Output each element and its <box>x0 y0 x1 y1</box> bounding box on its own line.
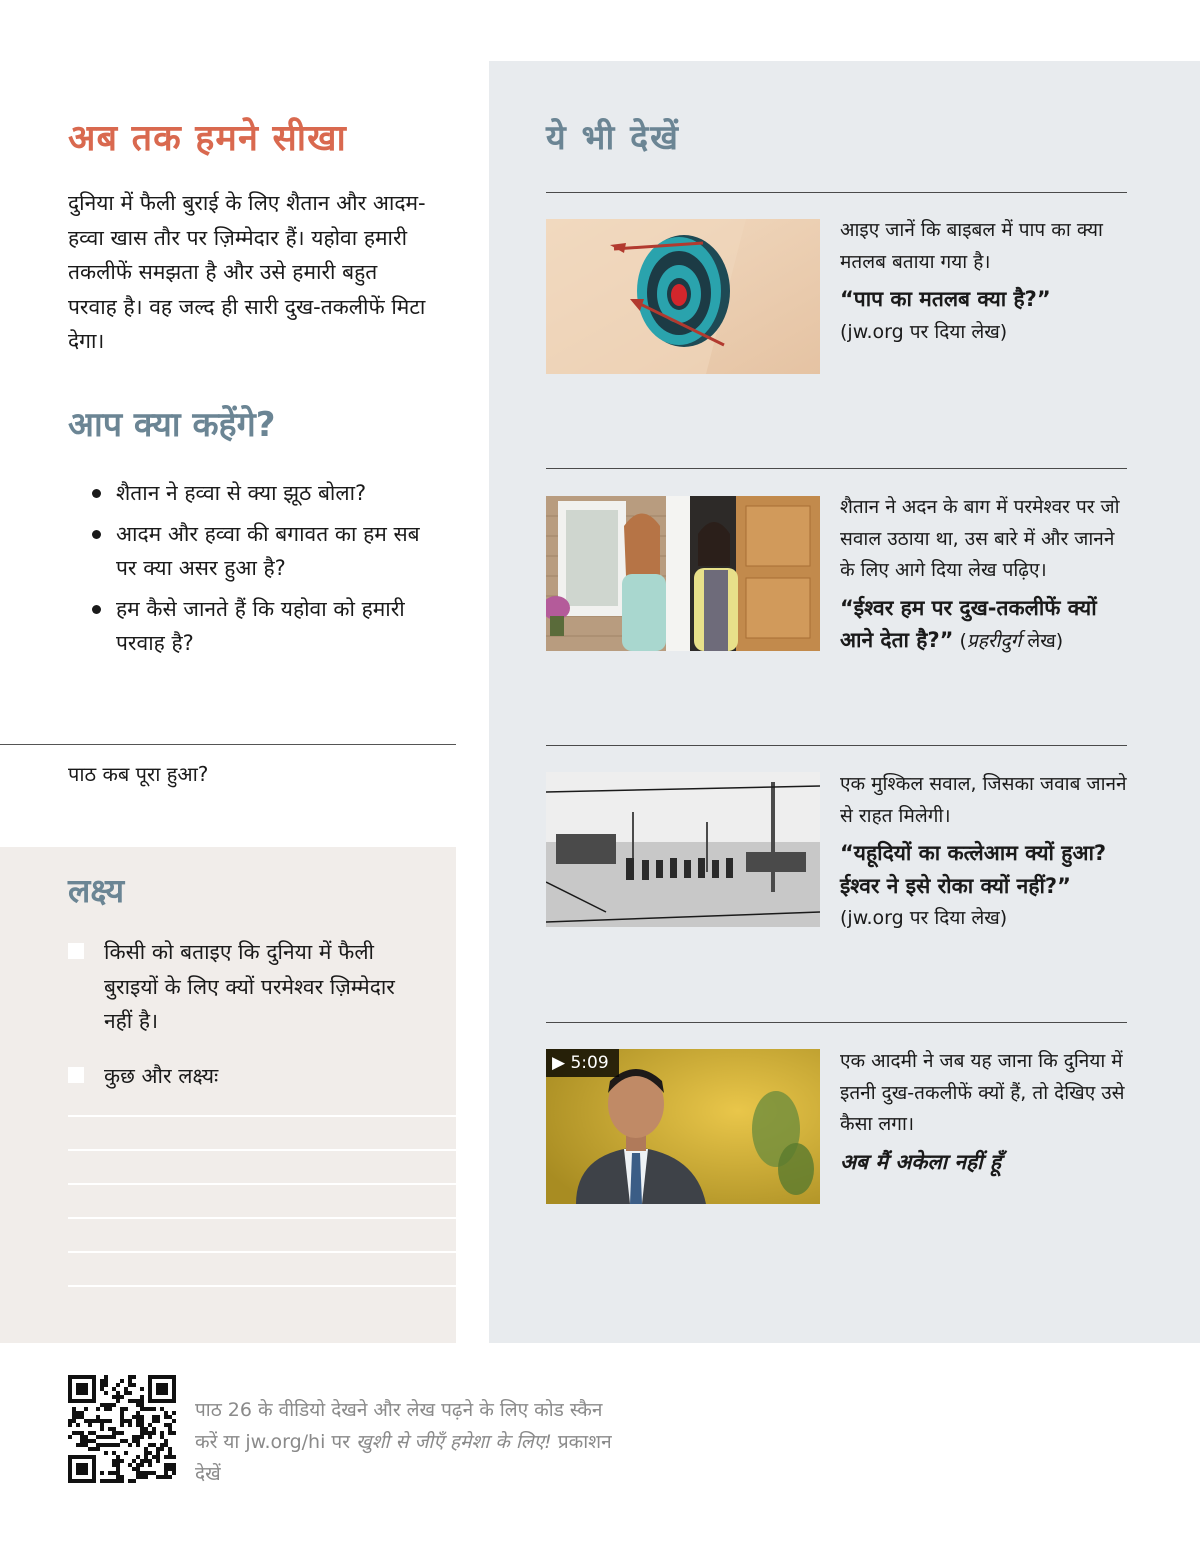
item-description: शैतान ने अदन के बाग में परमेश्वर पर जो सवाल उठाया था, उस बारे में और जानने के लिए आगे दिया लेख पढ़िए। <box>840 496 1120 581</box>
divider <box>0 744 456 745</box>
camp-photo-image[interactable] <box>546 772 820 927</box>
goal-text: किसी को बताइए कि दुनिया में फैली बुराइयों के लिए क्यों परमेश्वर ज़िम्मेदार नहीं है। <box>104 940 395 1033</box>
see-also-item <box>840 769 1130 935</box>
goals-box <box>0 847 456 1343</box>
write-line[interactable] <box>68 1183 456 1185</box>
see-also-panel <box>489 61 1200 1343</box>
article-link[interactable]: “पाप का मतलब क्या है?” <box>840 287 1051 311</box>
reference-note: (jw.org पर दिया लेख) <box>840 320 1008 343</box>
questions-title: आप क्या कहेंगे? <box>68 405 276 445</box>
question-item <box>92 476 422 510</box>
question-text: शैतान ने हव्वा से क्या झूठ बोला? <box>116 481 367 505</box>
left-column <box>0 0 456 1343</box>
goal-item[interactable] <box>68 1059 428 1094</box>
learned-title: अब तक हमने सीखा <box>68 118 347 159</box>
publication-title[interactable]: खुशी से जीएँ हमेशा के लिए! <box>356 1431 552 1453</box>
write-line[interactable] <box>68 1251 456 1253</box>
item-reference[interactable] <box>840 593 1130 658</box>
reference-note-close: लेख) <box>1021 630 1064 652</box>
divider <box>546 468 1127 469</box>
reference-note-open: ( <box>959 630 967 652</box>
article-link[interactable]: “ईश्वर हम पर दुख-तकलीफें क्यों आने देता है?” <box>840 595 1097 652</box>
see-also-title: ये भी देखें <box>546 118 680 158</box>
video-thumbnail[interactable] <box>546 1049 820 1204</box>
item-description: आइए जानें कि बाइबल में पाप का क्या मतलब बताया गया है। <box>840 219 1103 273</box>
divider <box>546 745 1127 746</box>
footer-text-2: प्रकाशन देखें <box>195 1431 612 1485</box>
women-at-door-image[interactable] <box>546 496 820 651</box>
question-item <box>92 517 422 585</box>
bullet-icon <box>92 605 101 614</box>
lesson-completed-label: पाठ कब पूरा हुआ? <box>68 762 209 786</box>
write-line[interactable] <box>68 1285 456 1287</box>
see-also-item <box>840 1046 1130 1179</box>
article-link[interactable]: “यहूदियों का कत्लेआम क्यों हुआ? ईश्वर ने इसे रोका क्यों नहीं?” <box>840 841 1107 898</box>
item-reference[interactable] <box>840 838 1130 935</box>
item-reference[interactable] <box>840 284 1130 348</box>
goal-text: कुछ और लक्ष्यः <box>104 1064 219 1088</box>
divider <box>546 1022 1127 1023</box>
item-description: एक मुश्किल सवाल, जिसका जवाब जानने से राहत मिलेगी। <box>840 773 1127 827</box>
qr-code-icon[interactable] <box>68 1375 176 1483</box>
write-line[interactable] <box>68 1149 456 1151</box>
video-link[interactable]: अब मैं अकेला नहीं हूँ <box>840 1149 1002 1174</box>
footer-note <box>195 1394 615 1490</box>
question-text: आदम और हव्वा की बगावत का हम सब पर क्या असर हुआ है? <box>116 522 420 580</box>
video-duration-badge: ▶ 5:09 <box>546 1049 619 1077</box>
question-text: हम कैसे जानते हैं कि यहोवा को हमारी परवाह है? <box>116 597 405 655</box>
goal-item[interactable] <box>68 935 428 1039</box>
see-also-item <box>840 492 1130 658</box>
checkbox-icon[interactable] <box>68 943 84 959</box>
footer-text-1: पाठ 26 के वीडियो देखने और लेख पढ़ने के लिए कोड स्कैन करें या jw.org/hi पर <box>195 1399 603 1453</box>
write-line[interactable] <box>68 1115 456 1117</box>
publication-name: प्रहरीदुर्ग <box>966 630 1022 652</box>
learned-summary: दुनिया में फैली बुराई के लिए शैतान और आदम-हव्वा खास तौर पर ज़िम्मेदार हैं। यहोवा हमारी तकलीफें समझता है और उसे हमारी बहुत परवाह है। वह जल्द ही सारी दुख-तकलीफें मिटा देगा। <box>68 191 426 353</box>
reference-note: (jw.org पर दिया लेख) <box>840 907 1008 929</box>
target-image[interactable] <box>546 219 820 374</box>
checkbox-icon[interactable] <box>68 1067 84 1083</box>
item-reference[interactable] <box>840 1147 1130 1180</box>
divider <box>546 192 1127 193</box>
item-description: एक आदमी ने जब यह जाना कि दुनिया में इतनी दुख-तकलीफें क्यों हैं, तो देखिए उसे कैसा लगा। <box>840 1050 1125 1135</box>
bullet-icon <box>92 489 101 498</box>
question-item <box>92 592 422 660</box>
see-also-item <box>840 215 1130 348</box>
bullet-icon <box>92 530 101 539</box>
goals-title: लक्ष्य <box>68 871 125 910</box>
questions-list <box>92 476 422 667</box>
write-line[interactable] <box>68 1217 456 1219</box>
